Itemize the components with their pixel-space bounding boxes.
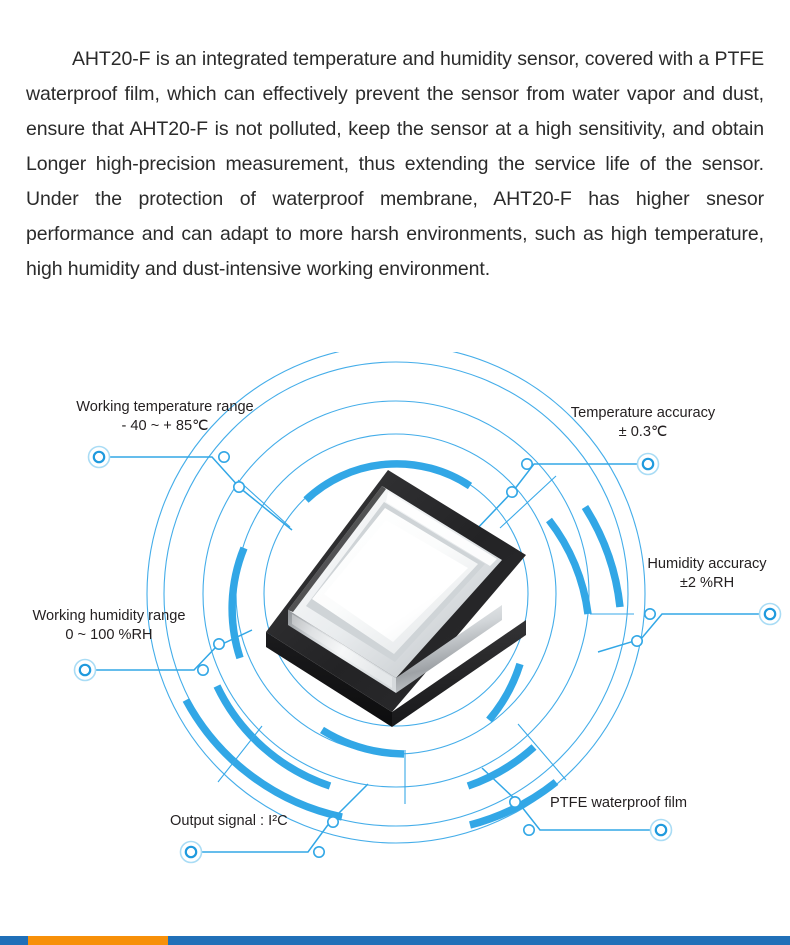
callout-title: Output signal : I²C: [170, 813, 288, 829]
terminal-marker-working-temperature[interactable]: [89, 447, 110, 468]
callout-output-signal: [170, 812, 320, 831]
connector-node: [214, 639, 224, 649]
sensor-feature-diagram: [0, 352, 790, 892]
connector-node: [219, 452, 229, 462]
terminal-marker-ptfe-film[interactable]: [651, 820, 672, 841]
terminal-marker-output-signal[interactable]: [181, 842, 202, 863]
callout-title: Working humidity range: [32, 608, 186, 624]
callout-title: Working temperature range: [76, 399, 254, 415]
callout-value: ± 0.3℃: [618, 424, 668, 440]
connector-node: [198, 665, 208, 675]
arc-bottom-right-mid: [468, 747, 534, 786]
connector-node: [510, 797, 520, 807]
callout-title: Humidity accuracy: [647, 556, 767, 572]
callout-value: 0 ~ 100 %RH: [65, 627, 153, 643]
callout-leader-lines: [90, 457, 766, 852]
radial-ticks: [218, 476, 634, 804]
leader-temperature-accuracy: [474, 464, 643, 532]
callout-working-humidity-range: [14, 607, 204, 645]
callout-temperature-accuracy: [540, 404, 746, 442]
tick-upper-right: [500, 476, 556, 528]
leader-humidity-accuracy: [598, 614, 766, 652]
ring-inner-mid: [236, 434, 556, 754]
callout-title: Temperature accuracy: [570, 405, 716, 421]
connector-node: [645, 609, 655, 619]
accent-arc-segments: [186, 464, 620, 825]
callout-ptfe-waterproof-film: [550, 794, 730, 813]
footer-accent-bar: [0, 936, 790, 945]
footer-segment-blue-right: [168, 936, 790, 945]
connector-node: [234, 482, 244, 492]
leader-working-temperature: [104, 457, 292, 530]
callout-value: - 40 ~ + 85℃: [121, 418, 209, 434]
footer-segment-blue-left: [0, 936, 28, 945]
arc-left-inner: [232, 548, 244, 658]
callout-value: ±2 %RH: [679, 575, 735, 591]
arc-left-lower: [217, 686, 330, 786]
terminal-marker-working-humidity[interactable]: [75, 660, 96, 681]
connector-node: [507, 487, 517, 497]
arc-right-mid: [549, 520, 588, 614]
arc-top-inner: [306, 464, 470, 500]
terminal-marker-temperature-accuracy[interactable]: [638, 454, 659, 475]
footer-segment-orange: [28, 936, 168, 945]
callout-title: PTFE waterproof film: [550, 795, 688, 811]
connector-node: [328, 817, 338, 827]
connector-node: [632, 636, 642, 646]
tick-upper-left: [238, 480, 290, 527]
arc-right-outer: [585, 507, 620, 607]
connector-node: [522, 459, 532, 469]
terminal-marker-humidity-accuracy[interactable]: [760, 604, 781, 625]
ring-mid: [203, 401, 589, 787]
callout-humidity-accuracy: [628, 555, 786, 593]
connector-node: [314, 847, 324, 857]
ring-inner: [264, 462, 528, 726]
connector-node: [524, 825, 534, 835]
callout-working-temperature-range: [62, 398, 268, 436]
intro-paragraph: AHT20-F is an integrated temperature and humidity sensor, covered with a PTFE waterproof film, which can effectively prevent the sensor from water vapor and dust, ensure that AHT20-F is not polluted, keep the sensor at a high sensitivity, and obtain Longer high-precision measurement, thus extending the service life of the sensor. Under the protection of waterproof membrane, AHT20-F has higher snesor performance and can adapt to more harsh environments, such as high temperature, high humidity and dust-intensive working environment.: [26, 47, 764, 280]
